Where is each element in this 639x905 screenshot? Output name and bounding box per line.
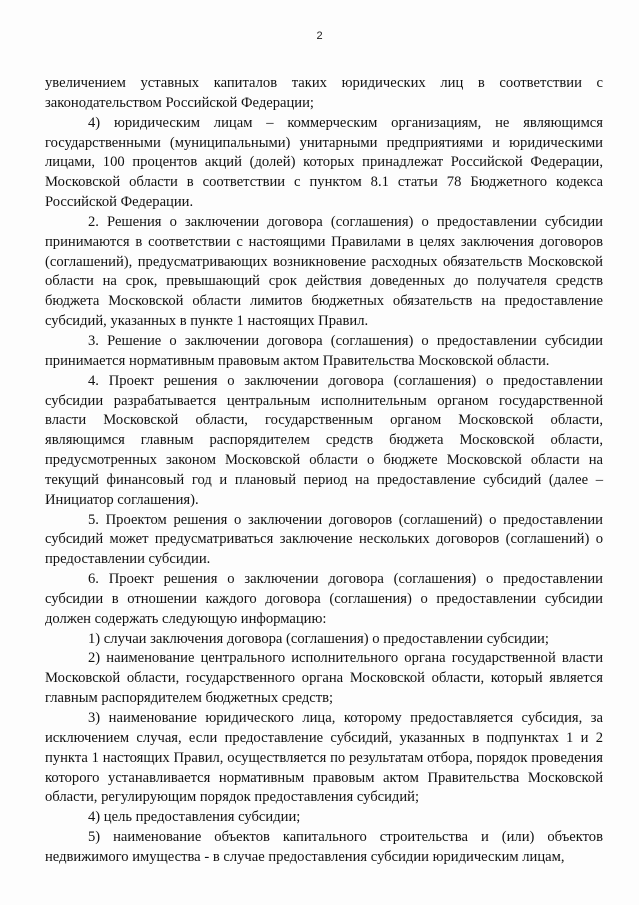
paragraph-section-5: 5. Проектом решения о заключении договоров (соглашений) о предоставлении субсидий может предусматриваться заключение нескольких договоров (соглашений) о предоставлении субсидии.: [45, 511, 603, 568]
page-number: 2: [316, 30, 323, 42]
document-body: [45, 74, 603, 868]
paragraph-section-2: 2. Решения о заключении договора (соглашения) о предоставлении субсидии принимаются в соответствии с настоящими Правилами в целях заключения договоров (соглашений), предусматривающих возникновение расходных обязательств Московской области на срок, превышающий срок действия доведенных до получателя средств бюджета Московской области лимитов бюджетных обязательств на предоставление субсидий, указанных в пункте 1 настоящих Правил.: [45, 213, 603, 330]
paragraph-continuation: увеличением уставных капиталов таких юридических лиц в соответствии с законодательством Российской Федерации;: [45, 75, 603, 111]
list-item-3: 3) наименование юридического лица, которому предоставляется субсидия, за исключением случая, если предоставление субсидий, указанных в подпунктах 1 и 2 пункта 1 настоящих Правил, осуществляется по результатам отбора, порядок проведения которого устанавливается нормативным правовым актом Правительства Московской области, регулирующим порядок предоставления субсидий;: [45, 710, 603, 806]
paragraph-section-4: 4. Проект решения о заключении договора (соглашения) о предоставлении субсидии разрабатывается центральным исполнительным органом государственной власти Московской области, государственным органом Московской области, являющимся главным распорядителем средств бюджета Московской области, предусмотренных законом Московской области о бюджете Московской области на текущий финансовый год и плановый период на предоставление субсидий (далее – Инициатор соглашения).: [45, 372, 603, 508]
paragraph-item-4: 4) юридическим лицам – коммерческим организациям, не являющимся государственными (муниципальными) унитарными предприятиями и юридическими лицами, 100 процентов акций (долей) которых принадлежат Российской Федерации, Московской области в соответствии с пунктом 8.1 статьи 78 Бюджетного кодекса Российской Федерации.: [45, 114, 603, 211]
list-item-1: 1) случаи заключения договора (соглашения) о предоставлении субсидии;: [88, 630, 549, 647]
list-item-2: 2) наименование центрального исполнительного органа государственной власти Московской области, государственного органа Московской области, который является главным распорядителем бюджетных средств;: [45, 650, 603, 707]
list-item-5: 5) наименование объектов капитального строительства и (или) объектов недвижимого имущества - в случае предоставления субсидии юридическим лицам,: [45, 829, 603, 865]
paragraph-section-6: 6. Проект решения о заключении договора (соглашения) о предоставлении субсидии в отношении каждого договора (соглашения) о предоставлении субсидии должен содержать следующую информацию:: [45, 571, 603, 627]
paragraph-section-3: 3. Решение о заключении договора (соглашения) о предоставлении субсидии принимается нормативным правовым актом Правительства Московской области.: [45, 332, 603, 369]
list-item-4: 4) цель предоставления субсидии;: [88, 809, 301, 826]
